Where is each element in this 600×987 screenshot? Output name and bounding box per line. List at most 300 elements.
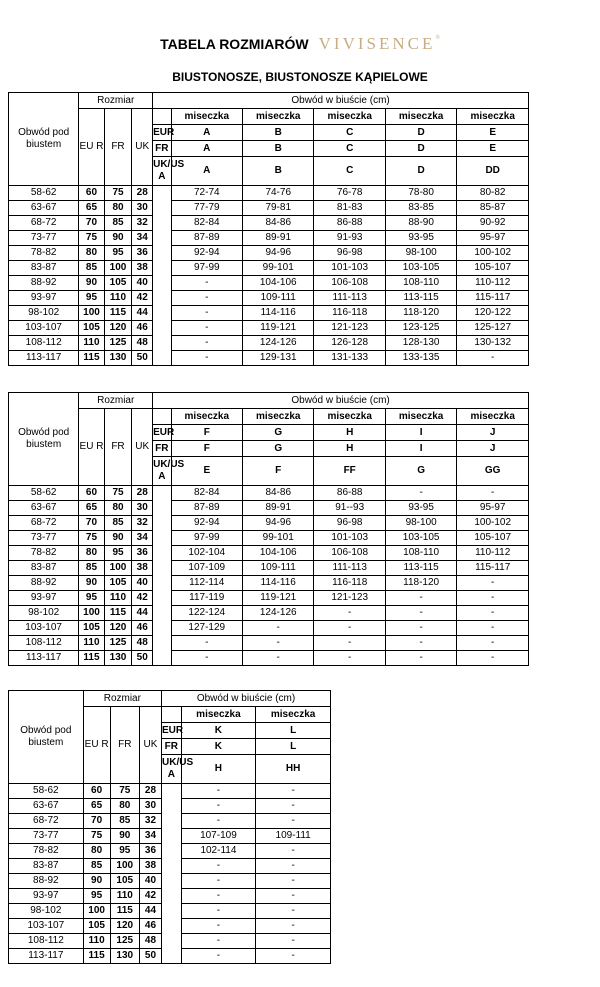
bust-value: - <box>171 651 242 666</box>
header-uk: UK <box>132 109 153 186</box>
bust-value: 101-103 <box>314 531 385 546</box>
cup-fr: K <box>181 739 256 755</box>
header-cup-label: miseczka <box>314 109 385 125</box>
cup-ukus: G <box>385 457 456 486</box>
size-uk: 34 <box>139 829 161 844</box>
size-eu: 105 <box>79 321 104 336</box>
bust-value: 107-109 <box>181 829 256 844</box>
bust-value: 118-120 <box>385 306 456 321</box>
bust-value: 72-74 <box>171 186 242 201</box>
cup-fr: L <box>256 739 331 755</box>
bust-value: 116-118 <box>314 576 385 591</box>
cup-fr: C <box>314 141 385 157</box>
bust-value: - <box>457 576 529 591</box>
bust-value: 99-101 <box>243 531 314 546</box>
underbust-range: 113-117 <box>9 949 84 964</box>
size-fr: 90 <box>104 231 132 246</box>
spacer-cell <box>153 336 171 351</box>
size-uk: 38 <box>139 859 161 874</box>
header-eu: EU R <box>79 109 104 186</box>
bust-value: - <box>256 919 331 934</box>
bust-value: - <box>385 636 456 651</box>
bust-value: 126-128 <box>314 336 385 351</box>
bust-value: - <box>171 291 242 306</box>
size-eu: 100 <box>79 306 104 321</box>
size-uk: 42 <box>132 291 153 306</box>
bust-value: 98-100 <box>385 246 456 261</box>
cup-ukus: GG <box>457 457 529 486</box>
bust-value: 94-96 <box>243 516 314 531</box>
table-row <box>9 516 529 531</box>
size-uk: 36 <box>132 246 153 261</box>
header-cup-label: miseczka <box>457 409 529 425</box>
underbust-range: 58-62 <box>9 486 79 501</box>
header-cup-label: miseczka <box>385 409 456 425</box>
bust-value: 96-98 <box>314 246 385 261</box>
table-row <box>9 651 529 666</box>
cup-eur: E <box>457 125 529 141</box>
bust-value: 92-94 <box>171 246 242 261</box>
spacer-cell <box>162 829 182 844</box>
size-uk: 28 <box>139 784 161 799</box>
spacer-cell <box>162 904 182 919</box>
bust-value: 114-116 <box>243 306 314 321</box>
size-fr: 105 <box>104 576 132 591</box>
bust-value: 95-97 <box>457 501 529 516</box>
bust-value: 109-111 <box>256 829 331 844</box>
bust-value: 121-123 <box>314 591 385 606</box>
bust-value: - <box>256 844 331 859</box>
bust-value: 83-85 <box>385 201 456 216</box>
table-row <box>9 276 529 291</box>
header-cup-label: miseczka <box>256 707 331 723</box>
size-fr: 75 <box>104 486 132 501</box>
size-fr: 115 <box>110 904 139 919</box>
spacer-cell <box>153 216 171 231</box>
bust-value: 96-98 <box>314 516 385 531</box>
bust-value: 103-105 <box>385 531 456 546</box>
bust-value: 115-117 <box>457 561 529 576</box>
bust-value: - <box>385 621 456 636</box>
cup-eur: G <box>243 425 314 441</box>
spacer-cell <box>153 561 171 576</box>
bust-value: 76-78 <box>314 186 385 201</box>
bust-value: 104-106 <box>243 276 314 291</box>
header-size: Rozmiar <box>79 393 153 409</box>
bust-value: 112-114 <box>171 576 242 591</box>
header-bust: Obwód w biuście (cm) <box>162 691 331 707</box>
spacer-cell <box>162 799 182 814</box>
table-row <box>9 799 331 814</box>
underbust-range: 73-77 <box>9 531 79 546</box>
bust-value: - <box>457 606 529 621</box>
header-cup-label: miseczka <box>243 409 314 425</box>
bust-value: 84-86 <box>243 216 314 231</box>
size-eu: 100 <box>79 606 104 621</box>
bust-value: 93-95 <box>385 501 456 516</box>
underbust-range: 113-117 <box>9 351 79 366</box>
spacer-cell <box>153 546 171 561</box>
table-row <box>9 546 529 561</box>
header-cup-label: miseczka <box>314 409 385 425</box>
size-eu: 75 <box>79 531 104 546</box>
size-uk: 50 <box>132 351 153 366</box>
size-table-2 <box>8 392 529 666</box>
size-uk: 30 <box>139 799 161 814</box>
size-uk: 28 <box>132 186 153 201</box>
size-eu: 85 <box>79 261 104 276</box>
size-uk: 46 <box>132 621 153 636</box>
header-underbust: Obwód pod biustem <box>9 691 84 784</box>
bust-value: 89-91 <box>243 501 314 516</box>
size-eu: 115 <box>79 651 104 666</box>
bust-value: 81-83 <box>314 201 385 216</box>
table-row <box>9 606 529 621</box>
size-fr: 85 <box>104 516 132 531</box>
header-fr: FR <box>104 109 132 186</box>
bust-value: 89-91 <box>243 231 314 246</box>
underbust-range: 63-67 <box>9 201 79 216</box>
cup-eur: D <box>385 125 456 141</box>
bust-value: 117-119 <box>171 591 242 606</box>
spacer-cell <box>162 949 182 964</box>
underbust-range: 103-107 <box>9 621 79 636</box>
header-fr: FR <box>104 409 132 486</box>
bust-value: 100-102 <box>457 516 529 531</box>
table-row <box>9 336 529 351</box>
cup-ukus: B <box>243 157 314 186</box>
cup-fr: F <box>171 441 242 457</box>
spacer-cell <box>162 814 182 829</box>
cup-eur: J <box>457 425 529 441</box>
cup-fr: D <box>385 141 456 157</box>
underbust-range: 78-82 <box>9 844 84 859</box>
underbust-range: 88-92 <box>9 874 84 889</box>
bust-value: - <box>256 934 331 949</box>
spacer-cell <box>153 276 171 291</box>
bust-value: - <box>181 859 256 874</box>
bust-value: 106-108 <box>314 546 385 561</box>
table-row <box>9 246 529 261</box>
bust-value: - <box>256 874 331 889</box>
cup-ukus: D <box>385 157 456 186</box>
spacer-cell <box>153 606 171 621</box>
bust-value: 116-118 <box>314 306 385 321</box>
underbust-range: 93-97 <box>9 291 79 306</box>
spacer-cell <box>153 186 171 201</box>
size-eu: 105 <box>83 919 110 934</box>
size-eu: 85 <box>79 561 104 576</box>
bust-value: 82-84 <box>171 486 242 501</box>
bust-value: 88-90 <box>385 216 456 231</box>
spacer-cell <box>153 636 171 651</box>
size-eu: 110 <box>79 636 104 651</box>
size-uk: 40 <box>139 874 161 889</box>
size-uk: 42 <box>132 591 153 606</box>
label-eur: EUR <box>153 125 171 141</box>
bust-value: - <box>243 636 314 651</box>
size-fr: 90 <box>104 531 132 546</box>
table-row <box>9 859 331 874</box>
bust-value: - <box>171 351 242 366</box>
bust-value: - <box>181 904 256 919</box>
bust-value: 119-121 <box>243 321 314 336</box>
table-row <box>9 231 529 246</box>
bust-value: - <box>243 621 314 636</box>
size-eu: 90 <box>79 276 104 291</box>
header-cup-label: miseczka <box>181 707 256 723</box>
bust-value: - <box>256 799 331 814</box>
bust-value: 87-89 <box>171 501 242 516</box>
underbust-range: 108-112 <box>9 336 79 351</box>
table-row <box>9 636 529 651</box>
bust-value: - <box>256 859 331 874</box>
cup-eur: I <box>385 425 456 441</box>
table-row <box>9 576 529 591</box>
underbust-range: 68-72 <box>9 516 79 531</box>
header-underbust: Obwód pod biustem <box>9 393 79 486</box>
table-row <box>9 934 331 949</box>
bust-value: - <box>385 606 456 621</box>
bust-value: 113-115 <box>385 561 456 576</box>
spacer-cell <box>153 261 171 276</box>
cup-ukus: H <box>181 755 256 784</box>
size-uk: 48 <box>132 636 153 651</box>
cup-fr: I <box>385 441 456 457</box>
size-eu: 80 <box>79 246 104 261</box>
bust-value: 125-127 <box>457 321 529 336</box>
size-uk: 46 <box>139 919 161 934</box>
size-eu: 105 <box>79 621 104 636</box>
size-fr: 75 <box>110 784 139 799</box>
underbust-range: 98-102 <box>9 606 79 621</box>
bust-value: 108-110 <box>385 276 456 291</box>
size-fr: 105 <box>104 276 132 291</box>
spacer-cell <box>153 576 171 591</box>
bust-value: 91--93 <box>314 501 385 516</box>
bust-value: 123-125 <box>385 321 456 336</box>
label-fr: FR <box>153 441 171 457</box>
size-fr: 100 <box>104 561 132 576</box>
cup-ukus: DD <box>457 157 529 186</box>
underbust-range: 78-82 <box>9 546 79 561</box>
bust-value: - <box>243 651 314 666</box>
bust-value: - <box>457 591 529 606</box>
header-cup-label: miseczka <box>171 409 242 425</box>
cup-fr: J <box>457 441 529 457</box>
cup-eur: C <box>314 125 385 141</box>
size-fr: 120 <box>110 919 139 934</box>
size-eu: 115 <box>79 351 104 366</box>
bust-value: 103-105 <box>385 261 456 276</box>
size-uk: 28 <box>132 486 153 501</box>
size-fr: 125 <box>110 934 139 949</box>
cup-ukus: F <box>243 457 314 486</box>
table-row <box>9 351 529 366</box>
cup-ukus: HH <box>256 755 331 784</box>
size-eu: 60 <box>79 486 104 501</box>
spacer-cell <box>162 784 182 799</box>
size-fr: 120 <box>104 621 132 636</box>
label-fr: FR <box>162 739 182 755</box>
spacer-cell <box>162 934 182 949</box>
cup-eur: B <box>243 125 314 141</box>
size-uk: 36 <box>132 546 153 561</box>
bust-value: 113-115 <box>385 291 456 306</box>
size-eu: 110 <box>79 336 104 351</box>
underbust-range: 88-92 <box>9 276 79 291</box>
underbust-range: 108-112 <box>9 934 84 949</box>
size-eu: 75 <box>83 829 110 844</box>
size-fr: 125 <box>104 636 132 651</box>
spacer-cell <box>153 621 171 636</box>
bust-value: 79-81 <box>243 201 314 216</box>
bust-value: 110-112 <box>457 276 529 291</box>
size-uk: 32 <box>139 814 161 829</box>
size-eu: 80 <box>79 546 104 561</box>
table-row <box>9 261 529 276</box>
bust-value: - <box>181 889 256 904</box>
bust-value: 120-122 <box>457 306 529 321</box>
brand-registered-mark: ® <box>435 34 440 41</box>
header-uk: UK <box>139 707 161 784</box>
cup-eur: K <box>181 723 256 739</box>
spacer-cell <box>162 874 182 889</box>
spacer-cell <box>153 531 171 546</box>
size-uk: 30 <box>132 201 153 216</box>
bust-value: - <box>314 636 385 651</box>
size-eu: 115 <box>83 949 110 964</box>
size-eu: 85 <box>83 859 110 874</box>
underbust-range: 78-82 <box>9 246 79 261</box>
size-fr: 95 <box>104 246 132 261</box>
table-row <box>9 216 529 231</box>
table-row <box>9 321 529 336</box>
cup-fr: G <box>243 441 314 457</box>
bust-value: - <box>314 606 385 621</box>
size-uk: 44 <box>132 306 153 321</box>
bust-value: 128-130 <box>385 336 456 351</box>
underbust-range: 73-77 <box>9 829 84 844</box>
underbust-range: 68-72 <box>9 216 79 231</box>
size-eu: 110 <box>83 934 110 949</box>
bust-value: - <box>256 814 331 829</box>
bust-value: 97-99 <box>171 261 242 276</box>
bust-value: 124-126 <box>243 336 314 351</box>
bust-value: 82-84 <box>171 216 242 231</box>
bust-value: 92-94 <box>171 516 242 531</box>
bust-value: 115-117 <box>457 291 529 306</box>
bust-value: 122-124 <box>171 606 242 621</box>
header-cup-spacer <box>153 109 171 125</box>
size-eu: 80 <box>83 844 110 859</box>
spacer-cell <box>153 321 171 336</box>
table-row <box>9 186 529 201</box>
bust-value: - <box>181 784 256 799</box>
size-uk: 34 <box>132 231 153 246</box>
size-eu: 95 <box>79 591 104 606</box>
size-uk: 42 <box>139 889 161 904</box>
bust-value: 97-99 <box>171 531 242 546</box>
bust-value: 127-129 <box>171 621 242 636</box>
size-uk: 46 <box>132 321 153 336</box>
spacer-cell <box>162 844 182 859</box>
bust-value: 106-108 <box>314 276 385 291</box>
size-eu: 65 <box>79 501 104 516</box>
underbust-range: 103-107 <box>9 321 79 336</box>
bust-value: 86-88 <box>314 486 385 501</box>
header-cup-label: miseczka <box>385 109 456 125</box>
bust-value: 111-113 <box>314 291 385 306</box>
size-eu: 65 <box>79 201 104 216</box>
spacer-cell <box>162 859 182 874</box>
underbust-range: 63-67 <box>9 799 84 814</box>
cup-eur: H <box>314 425 385 441</box>
bust-value: 80-82 <box>457 186 529 201</box>
size-uk: 32 <box>132 216 153 231</box>
bust-value: - <box>457 636 529 651</box>
cup-eur: L <box>256 723 331 739</box>
bust-value: - <box>171 636 242 651</box>
bust-value: 124-126 <box>243 606 314 621</box>
table-row <box>9 889 331 904</box>
bust-value: - <box>385 651 456 666</box>
bust-value: - <box>171 336 242 351</box>
bust-value: 121-123 <box>314 321 385 336</box>
size-eu: 75 <box>79 231 104 246</box>
size-uk: 44 <box>139 904 161 919</box>
size-uk: 34 <box>132 531 153 546</box>
underbust-range: 58-62 <box>9 186 79 201</box>
table-row <box>9 501 529 516</box>
bust-value: 93-95 <box>385 231 456 246</box>
size-fr: 105 <box>110 874 139 889</box>
bust-value: 94-96 <box>243 246 314 261</box>
table-row <box>9 486 529 501</box>
bust-value: 85-87 <box>457 201 529 216</box>
table-row <box>9 904 331 919</box>
cup-ukus: E <box>171 457 242 486</box>
label-eur: EUR <box>153 425 171 441</box>
underbust-range: 108-112 <box>9 636 79 651</box>
label-ukus: UK/US A <box>153 157 171 186</box>
bust-value: - <box>181 799 256 814</box>
table-row <box>9 874 331 889</box>
size-fr: 80 <box>104 501 132 516</box>
bust-value: - <box>171 276 242 291</box>
bust-value: 98-100 <box>385 516 456 531</box>
bust-value: - <box>256 889 331 904</box>
cup-fr: A <box>171 141 242 157</box>
table-row <box>9 201 529 216</box>
header-cup-label: miseczka <box>171 109 242 125</box>
underbust-range: 98-102 <box>9 306 79 321</box>
bust-value: 130-132 <box>457 336 529 351</box>
bust-value: - <box>385 486 456 501</box>
table-row <box>9 949 331 964</box>
table-row <box>9 306 529 321</box>
bust-value: 74-76 <box>243 186 314 201</box>
spacer-cell <box>153 501 171 516</box>
bust-value: 119-121 <box>243 591 314 606</box>
size-eu: 90 <box>83 874 110 889</box>
underbust-range: 98-102 <box>9 904 84 919</box>
header-size: Rozmiar <box>83 691 161 707</box>
underbust-range: 58-62 <box>9 784 84 799</box>
size-fr: 95 <box>104 546 132 561</box>
size-uk: 38 <box>132 561 153 576</box>
brand-name: VIVISENCE <box>318 34 436 53</box>
